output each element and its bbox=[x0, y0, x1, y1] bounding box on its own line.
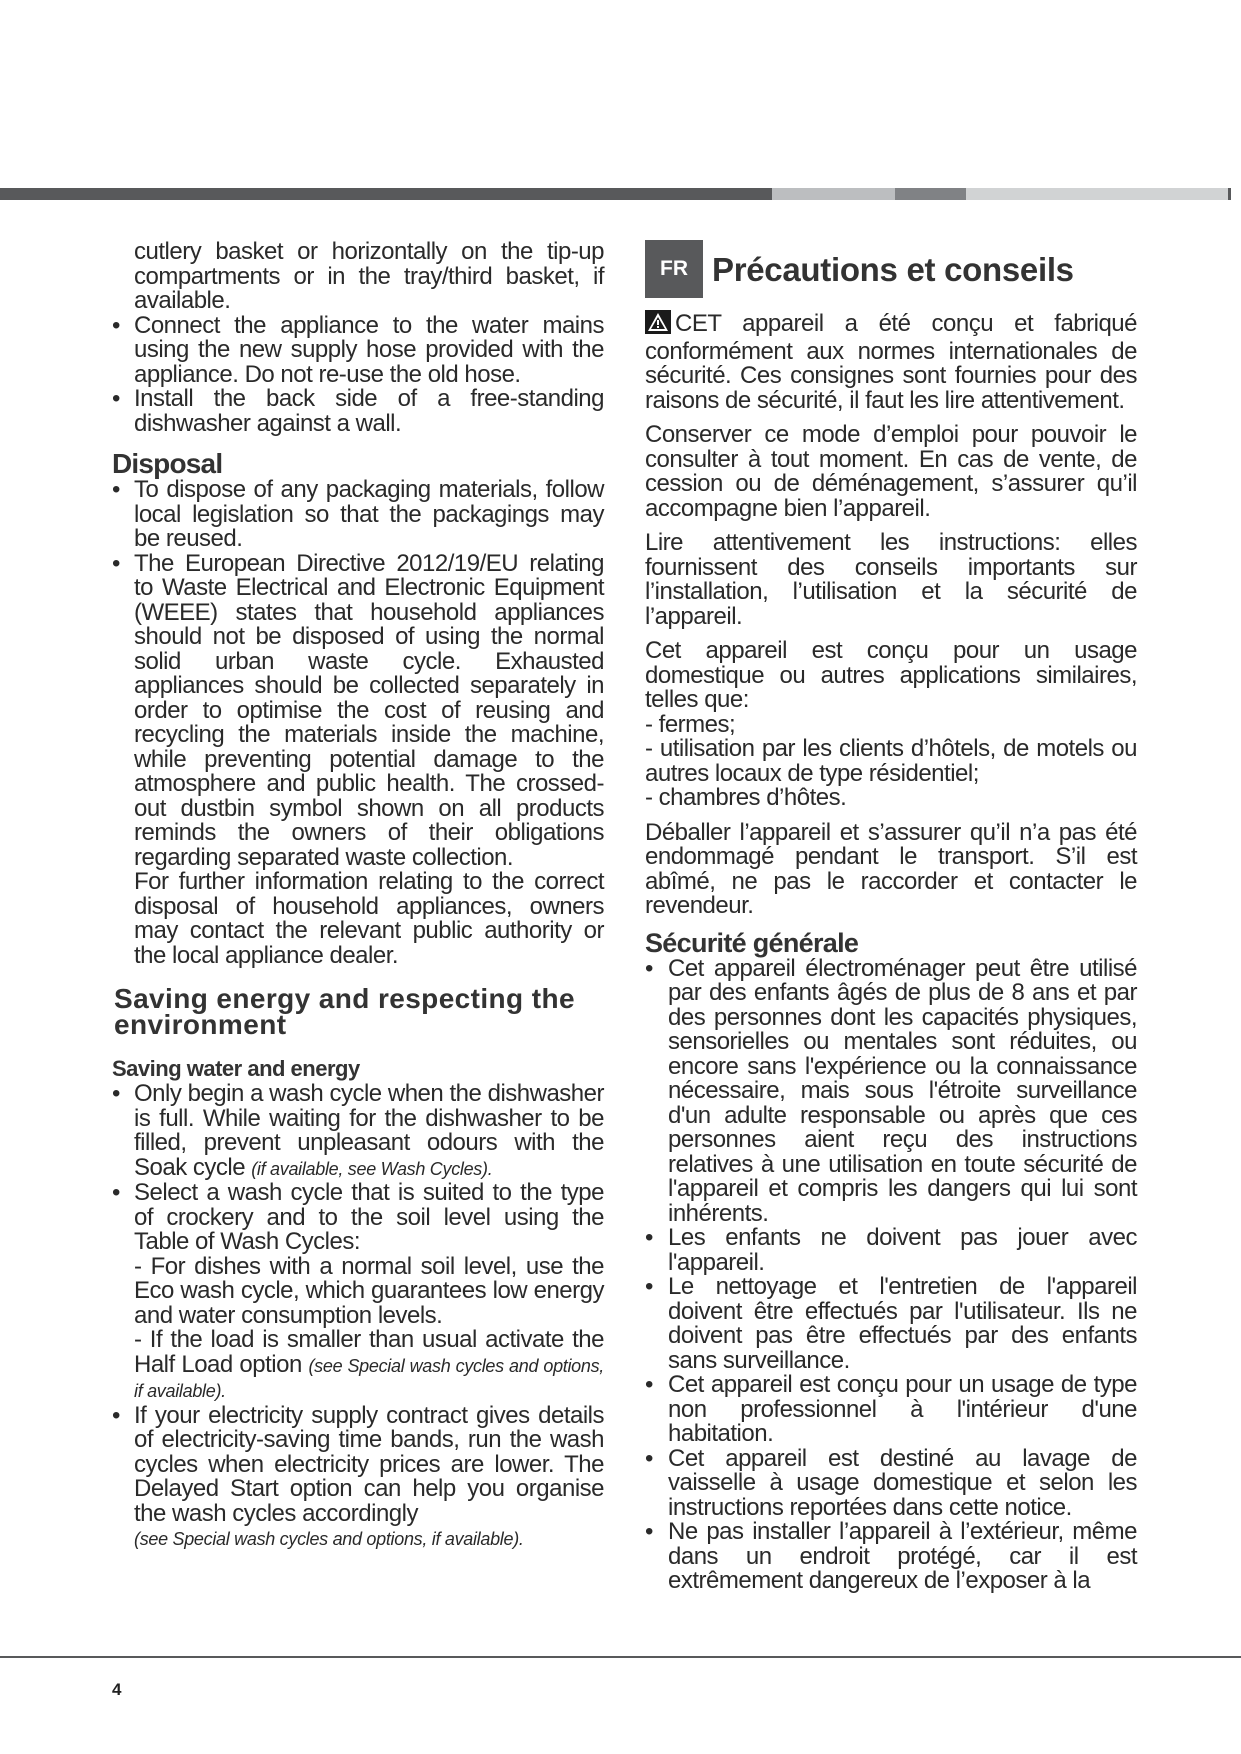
bullet-electricity-bands-note: (see Special wash cycles and options, if available). bbox=[134, 1529, 524, 1549]
bullet-select-cycle bbox=[112, 1181, 604, 1404]
bullet-children-8-years: • Cet appareil électroménager peut être utilisé par des enfants âgés de plus de 8 ans et par des personnes dont les capacités physiques, sensorielles ou mentales sont réduites, ou encore sans l'expérience ou la connaissance nécessaire, mais sous l'étroite surveillance d'un adulte responsable ou après que ces personnes aient reçu des instructions relatives à une utilisation en toute sécurité de l'appareil et compris les dangers qui lui sont inhérents. bbox=[645, 957, 1137, 1227]
bullet-water-mains: • Connect the appliance to the water mains using the new supply hose provided with the appliance. Do not re-use the old hose. bbox=[112, 314, 604, 388]
page-title: Précautions et conseils bbox=[712, 251, 1074, 288]
domestic-use-guest-rooms: - chambres d’hôtes. bbox=[645, 784, 847, 811]
bullet-select-cycle-note: (see Special wash cycles and options, if available). bbox=[134, 1355, 605, 1401]
bullet-electricity-bands bbox=[112, 1401, 604, 1552]
bullet-select-cycle-half-load: - If the load is smaller than usual activate the Half Load option bbox=[134, 1326, 604, 1378]
keep-manual-paragraph: Conserver ce mode d’emploi pour pouvoir le consulter à tout moment. En cas de vente, de cession ou de déménagement, s’assurer qu’il accompagne bien l’appareil. bbox=[645, 421, 1137, 522]
bullet-select-cycle-eco: - For dishes with a normal soil level, use the Eco wash cycle, which guarantees low energy and water consumption levels. bbox=[134, 1252, 604, 1329]
bullet-packaging: • To dispose of any packaging materials, follow local legislation so that the packagings may be reused. bbox=[112, 478, 604, 552]
domestic-use-text: Cet appareil est conçu pour un usage domestique ou autres applications similaires, telles que: bbox=[645, 637, 1137, 713]
domestic-use-paragraph bbox=[645, 639, 1137, 811]
intro-text: CET appareil a été conçu et fabriqué conformément aux normes internationales de sécurité. Ces consignes sont fournies pour des raisons de sécurité, il faut les lire attentivement. bbox=[645, 310, 1137, 414]
language-badge: FR bbox=[645, 240, 703, 298]
bullet-electricity-bands-text: If your electricity supply contract gives details of electricity-saving time bands, run the wash cycles when electricity prices are lower. The Delayed Start option can help you organise the wash cycles accordingly bbox=[134, 1401, 604, 1527]
header-bar-lighter-segment bbox=[966, 188, 1228, 200]
warning-triangle-icon bbox=[645, 310, 671, 340]
bullet-children-play: • Les enfants ne doivent pas jouer avec l'appareil. bbox=[645, 1226, 1137, 1275]
bullet-outdoor: • Ne pas installer l’appareil à l’extérieur, même dans un endroit protégé, car il est extrêmement dangereux de l’exposer à la bbox=[645, 1520, 1137, 1594]
page-number: 4 bbox=[112, 1680, 122, 1699]
bullet-select-cycle-text: Select a wash cycle that is suited to the type of crockery and to the soil level using the Table of Wash Cycles: bbox=[134, 1179, 604, 1255]
read-instructions-paragraph: Lire attentivement les instructions: elles fournissent des conseils importants sur l’installation, l’utilisation et la sécurité de l’appareil. bbox=[645, 529, 1137, 630]
saving-water-heading: Saving water and energy bbox=[112, 1056, 360, 1081]
header-bar-dark-segment bbox=[0, 188, 772, 200]
left-column bbox=[112, 240, 604, 1552]
bullet-dishwashing: • Cet appareil est destiné au lavage de vaisselle à usage domestique et selon les instructions reportées dans cette notice. bbox=[645, 1447, 1137, 1521]
bullet-non-professional: • Cet appareil est conçu pour un usage de type non professionnel à l'intérieur d'une habitation. bbox=[645, 1373, 1137, 1447]
installation-continued-paragraph: cutlery basket or horizontally on the tip-up compartments or in the tray/third basket, if available. bbox=[134, 238, 604, 314]
header-bar-light-segment bbox=[772, 188, 895, 200]
right-column bbox=[645, 240, 1137, 1594]
header-color-bar bbox=[0, 188, 1231, 200]
bullet-free-standing: • Install the back side of a free-standing dishwasher against a wall. bbox=[112, 387, 604, 436]
bullet-weee-directive: • The European Directive 2012/19/EU relating to Waste Electrical and Electronic Equipment (WEEE) states that household appliances should not be disposed of using the normal solid urban waste cycle. Exhausted appliances should be collected separately in order to optimise the cost of reusing and recycling the materials inside the machine, while preventing potential damage to the atmosphere and public health. The crossed-out dustbin symbol shown on all products reminds the owners of their obligations regarding separated waste collection. bbox=[112, 552, 604, 871]
intro-paragraph bbox=[645, 310, 1137, 413]
header-bar-end-tick bbox=[1228, 188, 1231, 200]
bullet-full-load bbox=[112, 1082, 604, 1181]
domestic-use-farms: - fermes; bbox=[645, 710, 736, 738]
footer-divider bbox=[0, 1656, 1241, 1658]
bullet-full-load-note: (if available, see Wash Cycles). bbox=[251, 1158, 493, 1179]
saving-energy-heading: Saving energy and respecting the environment bbox=[114, 983, 575, 1040]
section-header bbox=[645, 240, 1137, 300]
general-safety-heading: Sécurité générale bbox=[645, 927, 859, 958]
disposal-heading: Disposal bbox=[112, 448, 223, 479]
unpack-paragraph: Déballer l’appareil et s’assurer qu’il n’a pas été endommagé pendant le transport. S’il est abîmé, ne pas le raccorder et contacter le revendeur. bbox=[645, 818, 1137, 919]
bullet-full-load-text: Only begin a wash cycle when the dishwasher is full. While waiting for the dishwasher to be filled, prevent unpleasant odours with the Soak cycle bbox=[134, 1080, 604, 1181]
header-bar-mid-segment bbox=[895, 188, 966, 200]
disposal-further-info: For further information relating to the correct disposal of household appliances, owners may contact the relevant public authority or the local appliance dealer. bbox=[134, 868, 604, 969]
bullet-cleaning: • Le nettoyage et l'entretien de l'appareil doivent être effectués par l'utilisateur. Ils ne doivent pas être effectués par des enfants sans surveillance. bbox=[645, 1275, 1137, 1373]
domestic-use-hotels: - utilisation par les clients d’hôtels, de motels ou autres locaux de type résidentiel; bbox=[645, 735, 1137, 787]
